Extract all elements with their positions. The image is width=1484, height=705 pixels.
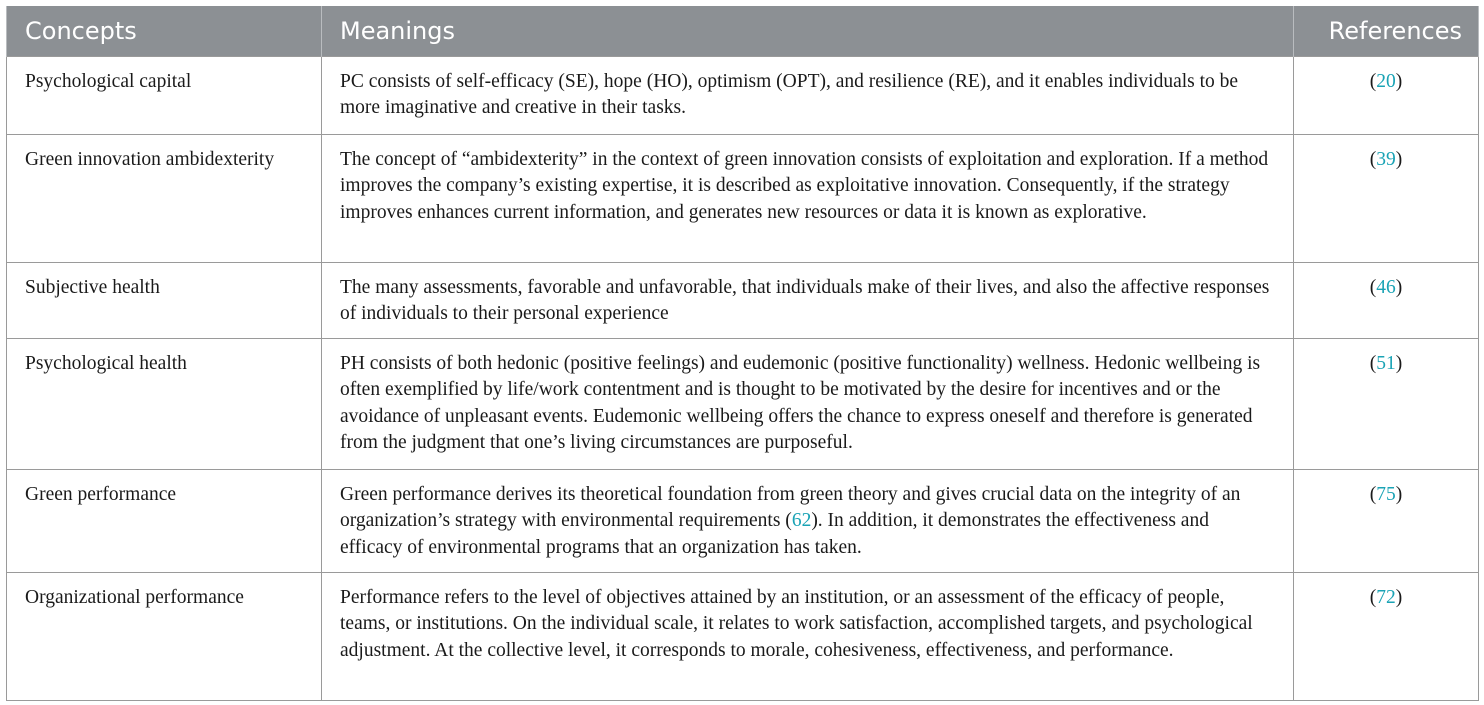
concepts-table [6,6,1479,701]
concept-cell: Psychological health [7,338,322,469]
header-meanings: Meanings [322,6,1294,56]
reference-link[interactable]: 20 [1376,70,1396,92]
ref-close-paren: ) [1395,276,1403,298]
meaning-cell [322,56,1294,134]
table-row [7,56,1479,134]
concept-cell: Organizational performance [7,572,322,700]
reference-cell [1294,338,1479,469]
reference-link[interactable]: 39 [1376,148,1396,170]
table-row [7,572,1479,700]
header-concepts: Concepts [7,6,322,56]
header-row [7,6,1479,56]
reference-cell [1294,56,1479,134]
reference-link[interactable]: 72 [1376,586,1396,608]
ref-open-paren: ( [1369,70,1377,92]
reference-link[interactable]: 46 [1376,276,1396,298]
meaning-text: The many assessments, favorable and unfavorable, that individuals make of their lives, and also the affective responses of individuals to their personal experience [340,276,1270,324]
ref-open-paren: ( [1369,586,1377,608]
ref-close-paren: ) [1395,483,1403,505]
reference-cell [1294,262,1479,338]
ref-close-paren: ) [1395,586,1403,608]
table-row [7,262,1479,338]
meaning-cell [322,134,1294,262]
concept-cell: Subjective health [7,262,322,338]
meaning-cell [322,572,1294,700]
meaning-cell [322,338,1294,469]
header-references: References [1294,6,1479,56]
reference-link[interactable]: 51 [1376,352,1396,374]
table-header [7,6,1479,56]
ref-open-paren: ( [1369,483,1377,505]
concept-cell: Green innovation ambidexterity [7,134,322,262]
inline-reference-link[interactable]: 62 [791,510,812,531]
meaning-text: PC consists of self-efficacy (SE), hope (HO), optimism (OPT), and resilience (RE), and it enables individuals to be more imaginative and creative in their tasks. [340,70,1239,118]
table-row [7,338,1479,469]
reference-cell [1294,134,1479,262]
ref-open-paren: ( [1369,276,1377,298]
reference-link[interactable]: 75 [1376,483,1396,505]
meaning-text: PH consists of both hedonic (positive feelings) and eudemonic (positive functionality) wellness. Hedonic wellbeing is often exemplified by life/work contentment and is thought to be motivated by the desire for incentives and or the avoidance of unpleasant events. Eudemonic wellbeing offers the chance to express oneself and therefore is generated from the judgment that one’s living circumstances are purposeful. [340,352,1261,453]
meaning-cell [322,262,1294,338]
ref-close-paren: ) [1395,148,1403,170]
reference-cell [1294,469,1479,572]
concepts-table-container [6,6,1478,701]
ref-open-paren: ( [1369,352,1377,374]
meaning-text: Green performance derives its theoretical foundation from green theory and gives crucial data on the integrity of an organization’s strategy with environmental requirements ( [340,483,1241,531]
meaning-text-after: ). In addition, it demonstrates the effectiveness and efficacy of environmental programs that an organization has taken. [340,510,1209,558]
concept-cell: Green performance [7,469,322,572]
ref-open-paren: ( [1369,148,1377,170]
table-row [7,469,1479,572]
table-body [7,56,1479,700]
reference-cell [1294,572,1479,700]
concept-cell: Psychological capital [7,56,322,134]
meaning-cell [322,469,1294,572]
meaning-text: Performance refers to the level of objectives attained by an institution, or an assessment of the efficacy of people, teams, or institutions. On the individual scale, it relates to work satisfaction, accomplished targets, and psychological adjustment. At the collective level, it corresponds to morale, cohesiveness, effectiveness, and performance. [340,586,1253,661]
ref-close-paren: ) [1395,352,1403,374]
meaning-text: The concept of “ambidexterity” in the context of green innovation consists of exploitation and exploration. If a method improves the company’s existing expertise, it is described as exploitative innovation. Consequently, if the strategy improves enhances current information, and generates new resources or data it is known as explorative. [340,148,1269,223]
table-row [7,134,1479,262]
ref-close-paren: ) [1395,70,1403,92]
